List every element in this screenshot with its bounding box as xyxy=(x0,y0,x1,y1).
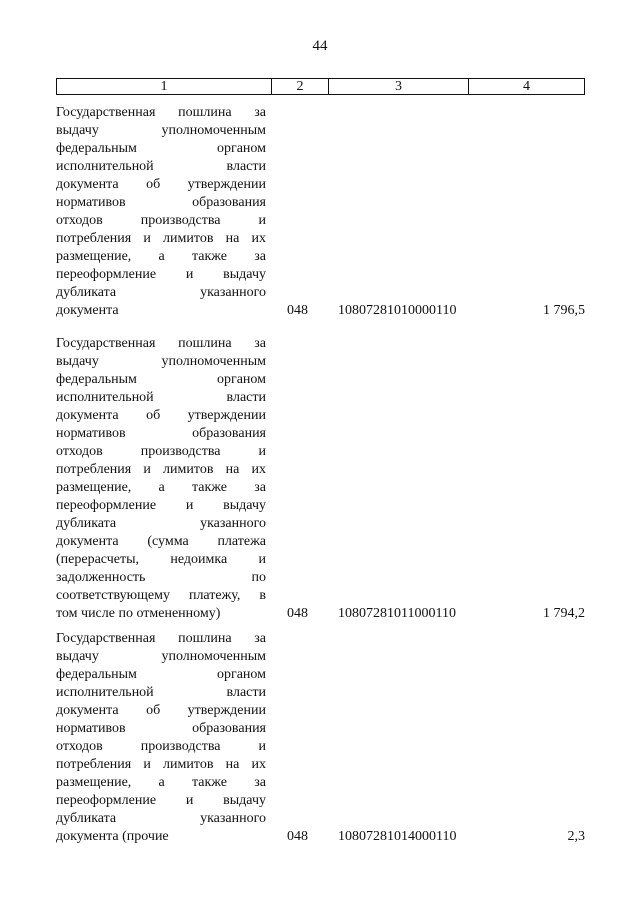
row-code: 048 xyxy=(287,303,308,318)
row-amount: 2,3 xyxy=(567,829,585,844)
description-line: документа (прочие xyxy=(56,829,169,844)
description-line: документа (сумма платежа xyxy=(56,534,266,549)
description-line: отходов производства и xyxy=(56,213,266,228)
description-line: потребления и лимитов на их xyxy=(56,462,266,477)
description-line: соответствующему платежу, в xyxy=(56,588,266,603)
row-kbk-code: 10807281014000110 xyxy=(338,829,457,844)
description-line: нормативов образования xyxy=(56,195,266,210)
description-line: потребления и лимитов на их xyxy=(56,757,266,772)
description-line: документа об утверждении xyxy=(56,177,266,192)
description-line: том числе по отмененному) xyxy=(56,606,221,621)
description-line: Государственная пошлина за xyxy=(56,336,266,351)
row-code: 048 xyxy=(287,606,308,621)
description-line: нормативов образования xyxy=(56,721,266,736)
page-number: 44 xyxy=(312,38,328,54)
table-header xyxy=(56,78,585,95)
row-amount: 1 794,2 xyxy=(543,606,585,621)
description-line: выдачу уполномоченным xyxy=(56,354,266,369)
row-code: 048 xyxy=(287,829,308,844)
description-line: потребления и лимитов на их xyxy=(56,231,266,246)
column-header-1: 1 xyxy=(57,79,272,94)
description-line: нормативов образования xyxy=(56,426,266,441)
description-line: задолженность по xyxy=(56,570,266,585)
description-line: исполнительной власти xyxy=(56,685,266,700)
description-line: Государственная пошлина за xyxy=(56,105,266,120)
description-line: федеральным органом xyxy=(56,667,266,682)
description-line: размещение, а также за xyxy=(56,249,266,264)
description-line: исполнительной власти xyxy=(56,390,266,405)
description-line: переоформление и выдачу xyxy=(56,267,266,282)
row-kbk-code: 10807281011000110 xyxy=(338,606,456,621)
table-row xyxy=(56,630,585,846)
description-line: переоформление и выдачу xyxy=(56,498,266,513)
row-description xyxy=(56,335,266,623)
description-line: дубликата указанного xyxy=(56,811,266,826)
description-line: документа об утверждении xyxy=(56,703,266,718)
description-line: федеральным органом xyxy=(56,372,266,387)
row-description xyxy=(56,104,266,320)
description-line: отходов производства и xyxy=(56,444,266,459)
column-header-2: 2 xyxy=(272,79,329,94)
description-line: (перерасчеты, недоимка и xyxy=(56,552,266,567)
description-line: Государственная пошлина за xyxy=(56,631,266,646)
description-line: размещение, а также за xyxy=(56,480,266,495)
description-line: отходов производства и xyxy=(56,739,266,754)
row-description xyxy=(56,630,266,846)
column-header-4: 4 xyxy=(523,79,530,94)
description-line: документа об утверждении xyxy=(56,408,266,423)
description-line: исполнительной власти xyxy=(56,159,266,174)
column-header-3: 3 xyxy=(329,79,469,94)
row-amount: 1 796,5 xyxy=(543,303,585,318)
description-line: выдачу уполномоченным xyxy=(56,123,266,138)
table-row xyxy=(56,104,585,320)
description-line: переоформление и выдачу xyxy=(56,793,266,808)
description-line: федеральным органом xyxy=(56,141,266,156)
description-line: документа xyxy=(56,303,119,318)
description-line: дубликата указанного xyxy=(56,516,266,531)
description-line: размещение, а также за xyxy=(56,775,266,790)
table-row xyxy=(56,335,585,623)
row-kbk-code: 10807281010000110 xyxy=(338,303,457,318)
description-line: выдачу уполномоченным xyxy=(56,649,266,664)
description-line: дубликата указанного xyxy=(56,285,266,300)
